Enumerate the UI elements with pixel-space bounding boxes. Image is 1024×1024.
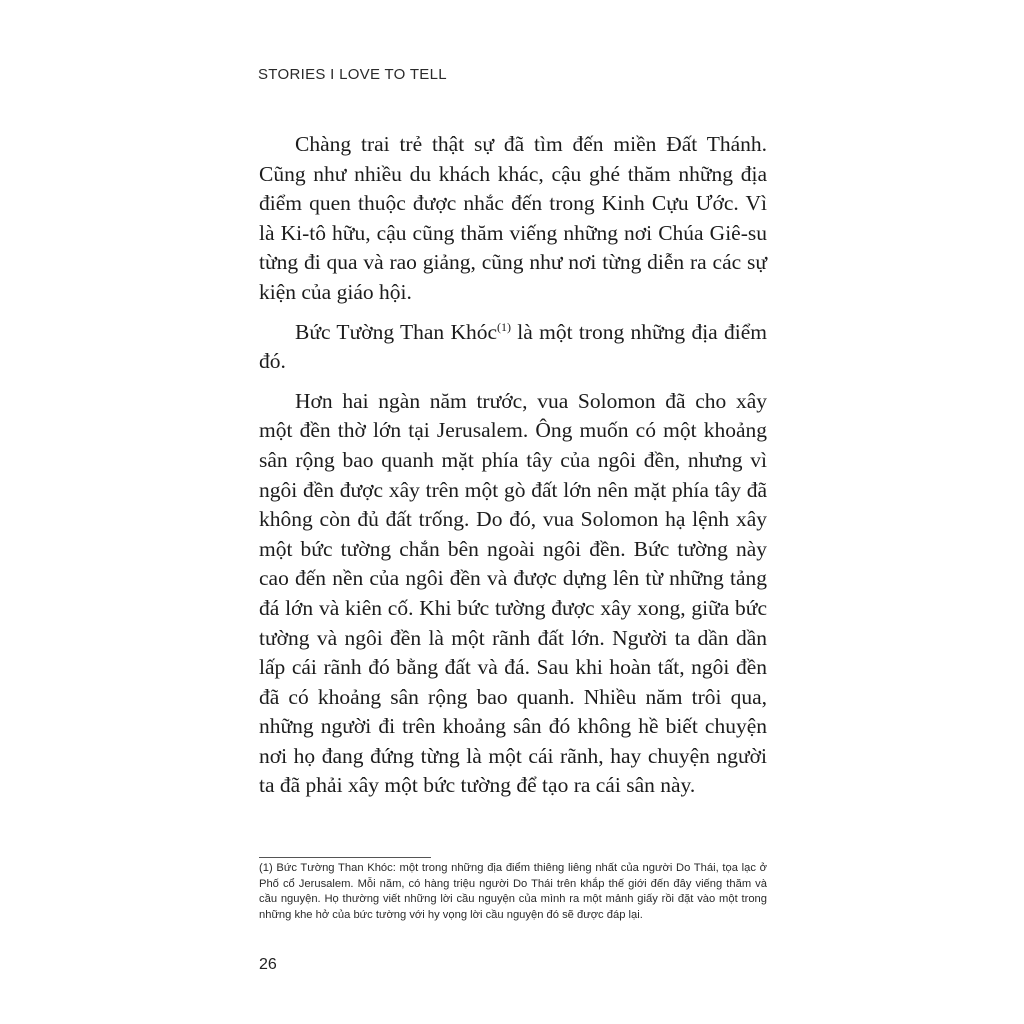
page-number: 26 (259, 956, 277, 973)
paragraph-2 (259, 318, 767, 377)
footnote-reference[interactable]: (1) (497, 319, 512, 334)
paragraph-2-lead: Bức Tường Than Khóc (295, 319, 498, 344)
running-head: STORIES I LOVE TO TELL (258, 66, 447, 83)
paragraph-1: Chàng trai trẻ thật sự đã tìm đến miền Đất Thánh. Cũng như nhiều du khách khác, cậu ghé thăm những địa điểm quen thuộc được nhắc đến trong Kinh Cựu Ước. Vì là Ki-tô hữu, cậu cũng thăm viếng những nơi Chúa Giê-su từng đi qua và rao giảng, cũng như nơi từng diễn ra các sự kiện của giáo hội. (259, 132, 767, 304)
paragraph-3: Hơn hai ngàn năm trước, vua Solomon đã cho xây một đền thờ lớn tại Jerusalem. Ông muốn có một khoảng sân rộng bao quanh mặt phía tây của ngôi đền, nhưng vì ngôi đền được xây trên một gò đất lớn nên mặt phía tây đã không còn đủ đất trống. Do đó, vua Solomon hạ lệnh xây một bức tường chắn bên ngoài ngôi đền. Bức tường này cao đến nền của ngôi đền và được dựng lên từ những tảng đá lớn và kiên cố. Khi bức tường được xây xong, giữa bức tường và ngôi đền là một rãnh đất lớn. Người ta dần dần lấp cái rãnh đó bằng đất và đá. Sau khi hoàn tất, ngôi đền đã có khoảng sân rộng bao quanh. Nhiều năm trôi qua, những người đi trên khoảng sân đó không hề biết chuyện nơi họ đang đứng từng là một cái rãnh, hay chuyện người ta đã phải xây một bức tường để tạo ra cái sân này. (259, 388, 767, 798)
footnote-divider (259, 857, 431, 858)
body-text (259, 130, 767, 801)
footnote: (1) Bức Tường Than Khóc: một trong những địa điểm thiêng liêng nhất của người Do Thái, tọa lạc ở Phố cổ Jerusalem. Mỗi năm, có hàng triệu người Do Thái trên khắp thế giới đến đây viếng thăm và cầu nguyện. Họ thường viết những lời cầu nguyện của mình ra một mảnh giấy rồi đặt vào một trong những khe hở của bức tường với hy vọng lời cầu nguyện đó sẽ được đáp lại. (259, 862, 767, 921)
paragraph-2-rest: là một trong những địa điểm đó. (259, 319, 767, 374)
